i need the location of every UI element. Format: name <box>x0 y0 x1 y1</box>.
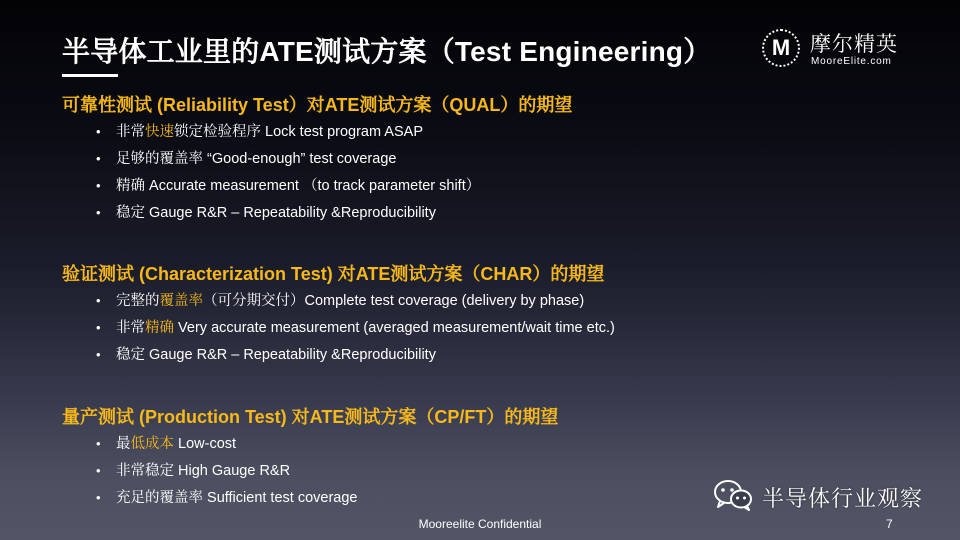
watermark-text: 半导体行业观察 <box>762 486 924 511</box>
page-number: 7 <box>886 517 893 531</box>
logo-badge-icon: M <box>762 29 800 67</box>
title-underline <box>62 74 118 77</box>
characterization-list <box>96 291 615 372</box>
list-item: • 非常精确 Very accurate measurement (averaged measurement/wait time etc.) <box>96 320 615 336</box>
bullet-icon: • <box>96 205 101 220</box>
list-item: • 精确 Accurate measurement （to track parameter shift） <box>96 178 481 194</box>
section-heading-characterization: 验证测试 (Characterization Test) 对ATE测试方案（CHAR）的期望 <box>62 264 605 284</box>
mooreelite-logo <box>762 28 912 74</box>
bullet-icon: • <box>96 436 101 451</box>
bullet-icon: • <box>96 490 101 505</box>
bullet-icon: • <box>96 178 101 193</box>
list-item: • 稳定 Gauge R&R – Repeatability &Reproducibility <box>96 205 436 221</box>
logo-name-en: MooreElite.com <box>811 56 892 67</box>
bullet-icon: • <box>96 293 101 308</box>
wechat-watermark <box>712 476 942 516</box>
bullet-icon: • <box>96 320 101 335</box>
bullet-icon: • <box>96 463 101 478</box>
list-item: • 充足的覆盖率 Sufficient test coverage <box>96 490 358 506</box>
bullet-icon: • <box>96 347 101 362</box>
bullet-icon: • <box>96 124 101 139</box>
wechat-icon <box>712 478 754 512</box>
list-item: • 非常快速锁定检验程序 Lock test program ASAP <box>96 124 423 140</box>
reliability-list <box>96 122 480 230</box>
slide-title: 半导体工业里的ATE测试方案（Test Engineering） <box>62 36 712 67</box>
list-item: • 最低成本 Low-cost <box>96 436 237 452</box>
list-item: • 完整的覆盖率（可分期交付）Complete test coverage (delivery by phase) <box>96 293 585 309</box>
list-item: • 稳定 Gauge R&R – Repeatability &Reproducibility <box>96 347 436 363</box>
list-item: • 足够的覆盖率 “Good-enough” test coverage <box>96 151 397 167</box>
list-item: • 非常稳定 High Gauge R&R <box>96 463 291 479</box>
section-heading-reliability: 可靠性测试 (Reliability Test）对ATE测试方案（QUAL）的期望 <box>62 95 573 115</box>
logo-name-cn: 摩尔精英 <box>810 33 898 56</box>
section-heading-production: 量产测试 (Production Test) 对ATE测试方案（CP/FT）的期望 <box>62 407 559 427</box>
footer-confidential: Mooreelite Confidential <box>418 517 542 531</box>
production-list <box>96 434 358 515</box>
bullet-icon: • <box>96 151 101 166</box>
